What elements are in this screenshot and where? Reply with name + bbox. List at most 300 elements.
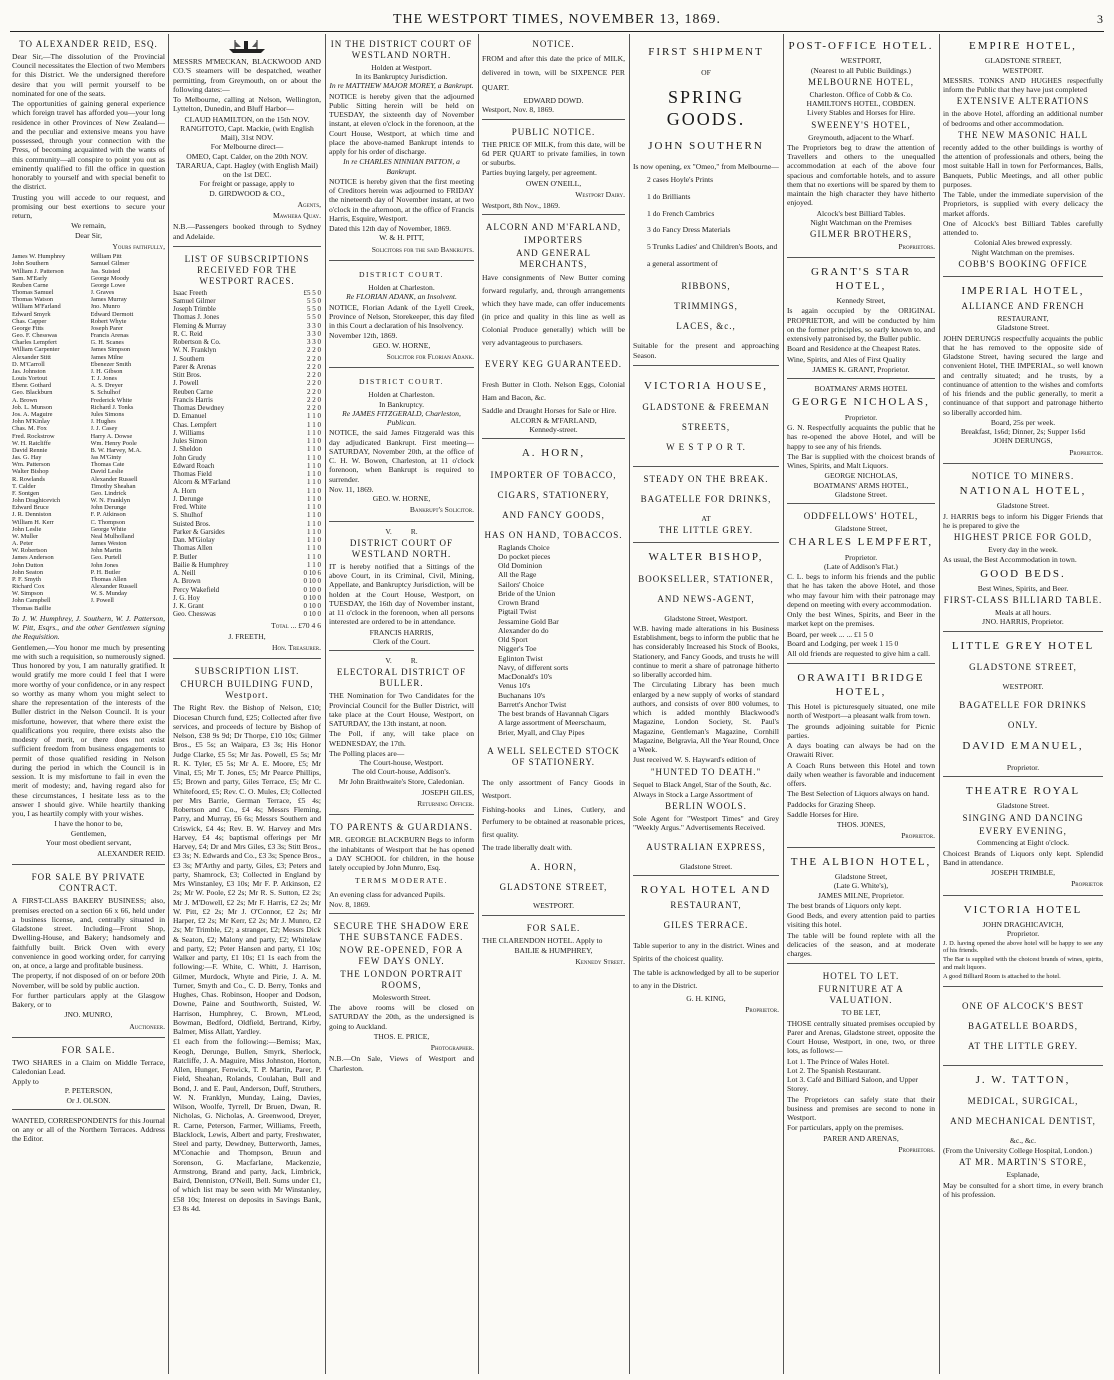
ad-subheading: AT THE LITTLE GREY. xyxy=(968,1040,1078,1051)
subscription-amount: 2 2 0 xyxy=(307,395,321,404)
ad-subheading: (Nearest to all Public Buildings.) xyxy=(810,65,912,75)
subscription-amount: 0 10 0 xyxy=(303,585,321,594)
subscriber-name: Geo. Chesswas xyxy=(173,610,216,619)
ad-signature: D. GIRDWOOD & CO., xyxy=(209,188,285,198)
ad-heading: IN THE DISTRICT COURT OF WESTLAND NORTH. xyxy=(330,39,473,60)
subscription-amount: 2 2 0 xyxy=(307,354,321,363)
signatory-name: Walter Bishop xyxy=(12,468,49,476)
ad-heading: FIRST SHIPMENT xyxy=(648,46,764,58)
post-office-hotel-ad xyxy=(787,34,935,258)
ad-date: Dated this 12th day of November, 1869. xyxy=(329,224,452,234)
races-subscription-ad xyxy=(173,249,321,660)
column-rule xyxy=(325,34,326,1374)
ad-line: For Melbourne direct— xyxy=(210,142,284,152)
subscriber-name: Suisted Bros. xyxy=(173,519,211,528)
ad-paragraph: To J. W. Humphrey, J. Southern, W. J. Patterson, W. Pitt, Esqrs., and the other Gentlemen signing the Requisition. xyxy=(12,613,165,642)
signatory-name: Geo. Lindrick xyxy=(90,489,127,497)
signatory-name: R. Rowlands xyxy=(12,475,46,483)
signatory-name: Reuben Carne xyxy=(12,281,49,289)
ad-signature-title: Auctioneer. xyxy=(129,1021,165,1031)
signatory-name xyxy=(91,605,166,612)
signatory-name: John M'Kinlay xyxy=(12,418,50,426)
portrait-rooms-ad xyxy=(329,916,474,1078)
ad-heading: VICTORIA HOUSE, xyxy=(644,379,768,392)
requisition-ad xyxy=(12,34,165,865)
ad-paragraph: (From the University College Hospital, London.) xyxy=(943,1146,1093,1156)
signatory-name: David Leslie xyxy=(90,468,124,476)
subscriber-name: D. Emanuel xyxy=(173,412,207,421)
subscription-amount: 1 1 0 xyxy=(307,412,321,421)
ad-subheading: W E S T P O R T. xyxy=(666,442,746,453)
ad-paragraph: The opportunities of gaining general experience which foreign travel has afforded you—your long residence in other Provinces of New Zealand—and the peculiar and extensive means you have possessed, through your connection with the Press, of becoming acquainted with the wants of this community—all conspire to point you out as eminently qualified to fill the office in question honorably to yourself and with special benefit to the district. xyxy=(12,99,165,192)
signatory-name: David Rennie xyxy=(12,446,48,454)
signatory-name: John Campbell xyxy=(12,597,51,605)
subscriber-name: A. Brown xyxy=(173,577,201,586)
court-notice-adank xyxy=(329,263,474,368)
ad-paragraph: £1 each from the following:—Bemiss; Max, Keogh, Derunge, Bullen, Smyrk, Sherlock, Ratcliffe, J. A. Maguire, Miss Johnston, Horton, Allen, Hunger, Fenwick, T. P. Martin, Parer, P. Field, Sheahan, Rolands, Coulahan, Bull and Bond, J. and E. Paul, Anderson, Duff, Struthers, W. N. Franklyn, Munday, Laing, Davies, Wilson, Woolfe, Tyrrell, Dr Bruen, Dwan, R. Nicholas, G. Nicholas, A. Greenwood, Dreyer, R. Carne, Peterson, Farmer, Williams, Freeth, Blacklock, Lewis, Albert and party, Freshwater, Steel and party, Dewdney, Butterworth, James, M'Conachie and Thompson, Bruun and Sorenson, G. Macfarlane, Mackenzie, Armstrong, Brand and party, Jack, Limbrick, Baird, Denniston, O'Neill, Bell. Sums under £1, of which list may be seen with Mr Winstanley, £58 10s; Interest on deposits in Savings Bank, £3 8s 4d. xyxy=(173,1037,321,1213)
goods-item: 1 do Brilliants xyxy=(647,191,691,201)
ad-date: Westport, Nov. 8, 1869. xyxy=(482,105,555,115)
signatory-name: Robert Whyte xyxy=(90,317,127,325)
albion-hotel-ad xyxy=(787,850,935,965)
subscriber-name: Robertson & Co. xyxy=(173,338,221,347)
ad-subheading: JAMES MILNE, Proprietor. xyxy=(817,890,905,900)
ad-paragraph: The above rooms will be closed on SATURDAY the 20th, as the undersigned is going to Auckland. xyxy=(329,1003,474,1031)
signatory-name: Jas M'Ginty xyxy=(90,454,122,462)
subscriber-name: Thomas Allen xyxy=(173,544,213,553)
subscription-row xyxy=(173,487,321,495)
bookseller-ad xyxy=(633,545,779,876)
tobacco-item: Sailors' Choice xyxy=(498,579,544,589)
ad-line: CLAUD HAMILTON, on the 15th NOV. xyxy=(184,114,310,124)
subscription-amount: 5 5 0 xyxy=(307,305,321,314)
subscription-row xyxy=(173,520,321,528)
signatory-name: John Seaton xyxy=(12,568,44,576)
signatory-name: John Jones xyxy=(90,561,119,569)
ad-signature: GEO. W. HORNE, xyxy=(372,340,431,350)
ad-paragraph: A good Billiard Room is attached to the hotel. xyxy=(943,972,1061,980)
ad-heading: SECURE THE SHADOW ERE THE SUBSTANCE FADES. xyxy=(333,921,470,942)
ad-signature-title: BOATMANS' ARMS HOTEL, xyxy=(813,480,909,490)
signatory-name: S. Schulhof xyxy=(90,389,121,397)
ad-signature-title: Returning Officer. xyxy=(417,799,474,809)
subscription-amount: 2 2 0 xyxy=(307,387,321,396)
milk-notice-dowd xyxy=(482,34,625,120)
subscription-row xyxy=(173,330,321,338)
signatory-name: J. Hughes xyxy=(90,418,116,426)
ad-heading: ALCORN AND M'FARLAND, xyxy=(485,222,622,233)
subscription-row xyxy=(173,388,321,396)
ad-heading: HOTEL TO LET. xyxy=(822,971,900,982)
ad-signature-title: WESTPORT. xyxy=(533,901,574,911)
signatory-name: W. Simpson xyxy=(12,590,44,598)
ad-paragraph: Saddle and Draught Horses for Sale or Hire. xyxy=(482,405,617,415)
church-fund-ad xyxy=(173,661,321,1218)
ad-paragraph: NOTICE, Florian Adank of the Lyell Creek, Province of Nelson, Storekeeper, this day filed in this Court a declaration of his Insolvency. xyxy=(329,302,474,331)
court-notice-fitzgerald xyxy=(329,370,474,522)
ad-paragraph: Saddle Horses for Hire. xyxy=(787,809,859,819)
ad-heading: FOR SALE. xyxy=(526,922,581,933)
subscriber-name: Samuel Gilmer xyxy=(173,296,216,305)
ad-signature: GILMER BROTHERS, xyxy=(809,229,912,240)
ad-heading: ORAWAITI BRIDGE HOTEL, xyxy=(797,672,925,698)
ad-subheading: LACES, &c., xyxy=(676,321,736,332)
subscription-amount: 1 1 0 xyxy=(307,503,321,512)
ad-heading: ROYAL HOTEL AND xyxy=(640,883,772,896)
signatory-name: Job. L. Munson xyxy=(12,403,53,411)
signatory-name: James Weston xyxy=(90,540,127,548)
ad-subheading: Re FLORIAN ADANK, an Insolvent. xyxy=(346,292,457,302)
signatory-name: Joseph Parer xyxy=(90,324,123,332)
subscription-amount: 1 1 0 xyxy=(307,527,321,536)
ad-subheading: Gladstone Street, xyxy=(834,524,888,533)
ad-paragraph: Just received W. S. Hayward's edition of xyxy=(633,755,756,765)
subscription-row xyxy=(173,577,321,585)
ad-paragraph: MR. GEORGE BLACKBURN Begs to inform the inhabitants of Westport that he has opened a DAY SCHOOL for children, in the house lately occupied by John Munro, Esq. xyxy=(329,835,474,873)
ad-subheading: ALLIANCE AND FRENCH xyxy=(961,301,1085,312)
ad-signature: JOSEPH GILES, xyxy=(421,787,474,797)
ad-heading: SUBSCRIPTION LIST. xyxy=(194,666,300,677)
royal-cipher: V. R. xyxy=(385,656,418,666)
ad-paragraph: Always in Stock a Large Assortment of xyxy=(633,789,753,799)
subscription-row xyxy=(173,445,321,453)
column-7 xyxy=(943,34,1103,1374)
subscription-amount: 0 10 0 xyxy=(303,593,321,602)
tobacco-item: Old Dominion xyxy=(498,561,543,571)
column-2 xyxy=(173,34,321,1374)
signatory-name: Jas. G. Hay xyxy=(12,454,42,462)
ad-paragraph: G. N. Respectfully acquaints the public that he has re-opened the above Hotel, and will be happy to see any of his friends. xyxy=(787,423,935,451)
subscription-row xyxy=(173,305,321,313)
subscriber-name: W. N. Franklyn xyxy=(173,346,217,355)
subscription-row xyxy=(173,437,321,445)
tobacco-item: Nigger's Toe xyxy=(498,644,537,654)
tobacco-item: Buchanans 10's xyxy=(498,690,546,700)
ad-signature: G. H. KING, xyxy=(686,993,726,1003)
ad-subheading: CIGARS, STATIONERY, xyxy=(497,489,610,500)
oddfellows-hotel-ad xyxy=(787,506,935,664)
ad-heading: EMPIRE HOTEL, xyxy=(969,40,1077,52)
subscription-row xyxy=(173,503,321,511)
signatory-name: Ebenr. Gothard xyxy=(12,382,52,390)
ad-closing: Yours faithfully, xyxy=(112,241,165,251)
ad-signature-title: Solicitor for Florian Adank. xyxy=(386,351,474,361)
ad-paragraph: This Hotel is picturesquely situated, one mile north of Westport—a pleasant walk from town. xyxy=(787,702,935,721)
signatory-list xyxy=(12,253,165,612)
tobacco-item: Eglinton Twist xyxy=(498,653,543,663)
ad-subheading: FIRST-CLASS BILLIARD TABLE. xyxy=(943,595,1103,606)
signatory-name: John Southern xyxy=(12,260,49,268)
subscriber-name: R. C. Reid xyxy=(173,329,203,338)
ad-subheading: (Late of Addison's Flat.) xyxy=(824,561,898,571)
tobacco-list xyxy=(482,543,625,737)
signatory-name: T. J. Jones xyxy=(90,375,118,383)
goods-list xyxy=(633,172,779,272)
ad-paragraph: The Bar is supplied with the choicest brands of wines, spirits, and malt liquors. xyxy=(943,956,1103,972)
ad-subheading: EVERY KEG GUARANTEED. xyxy=(485,358,622,369)
ad-paragraph: The Circulating Library has been much enlarged by a new supply of works of standard authors, and consists of over 800 volumes, to which is added monthly Blackwood's Magazine, London Society, St. Paul's Magazine, Gentleman's Magazine, Cornhill Magazine, Belgravia, All the Year Round, Once a Week. xyxy=(633,680,779,755)
signatory-name: John Martin xyxy=(90,547,122,555)
column-rule xyxy=(478,34,479,1374)
ad-subheading: Proprietor. xyxy=(1006,762,1040,772)
signatory-name: William Carpenter xyxy=(12,346,60,354)
ad-subheading: BAGATELLE BOARDS, xyxy=(967,1020,1078,1031)
ad-paragraph: J. D. having opened the above hotel will be happy to see any of his friends. xyxy=(943,939,1103,955)
ad-signature: J. FREETH, xyxy=(228,631,266,641)
ad-paragraph: Fishing-hooks and Lines, Cutlery, and Perfumery to be obtained at reasonable prices, first quality. xyxy=(482,804,625,840)
signatory-name: Jules Simons xyxy=(90,411,125,418)
ad-subheading: COBB'S BOOKING OFFICE xyxy=(958,258,1088,269)
signatory-name: Neal Mulholland xyxy=(90,532,134,540)
school-ad xyxy=(329,817,474,914)
signatory-name: John Leslie xyxy=(12,525,42,533)
tobacco-item: Barrett's Anchor Twist xyxy=(498,699,567,709)
ad-signature: THOS. E. PRICE, xyxy=(373,1031,430,1041)
subscriber-name: J. Sheldon xyxy=(173,445,203,454)
subscription-row xyxy=(173,544,321,552)
subscriber-name: P. Butler xyxy=(173,552,198,561)
ad-heading: STEADY ON THE BREAK. xyxy=(643,474,769,485)
ad-signature: THOS. JONES, xyxy=(836,820,886,830)
ad-paragraph: The grounds adjoining suitable for Picnic parties. xyxy=(787,721,935,740)
subscription-amount: 1 1 0 xyxy=(307,552,321,561)
ad-signature-title: Proprietors. xyxy=(898,1144,935,1154)
subscription-amount: 1 1 0 xyxy=(307,453,321,462)
ad-paragraph: To Melbourne, calling at Nelson, Wellington, Lyttelton, Dunedin, and Bluff Harbor— xyxy=(173,95,321,114)
ad-subheading: AND FANCY GOODS, xyxy=(502,509,605,520)
ad-subheading: Re JAMES FITZGERALD, Charleston, Publican. xyxy=(342,408,461,428)
subscription-amount: 5 5 0 xyxy=(307,313,321,322)
ad-subheading: MEDICAL, SURGICAL, xyxy=(967,1096,1079,1106)
little-grey-hotel-ad xyxy=(943,634,1103,777)
subscription-row xyxy=(173,396,321,404)
ad-subheading: SWEENEY'S HOTEL, xyxy=(811,119,911,130)
alcorn-mfarland-ad xyxy=(482,217,625,439)
subscriber-name: Thomas Field xyxy=(173,470,212,479)
signatory-name: John Draghicevich xyxy=(12,497,61,505)
ad-subheading: BAGATELLE FOR DRINKS xyxy=(959,700,1087,711)
ad-subheading: RIBBONS, xyxy=(681,281,731,292)
ad-paragraph: A Coach Runs between this Hotel and town daily when weather is favorable and inducement offers. xyxy=(787,760,935,789)
ad-line: Breakfast, 1s6d; Dinner, 2s; Supper 1s6d xyxy=(960,427,1086,437)
ad-subheading: (Late G. White's), xyxy=(833,881,889,891)
subscription-amount: 3 3 0 xyxy=(307,321,321,330)
subscription-amount: 1 1 0 xyxy=(307,486,321,495)
milk-notice-oneill xyxy=(482,122,625,216)
ad-heading: THE ALBION HOTEL, xyxy=(790,855,932,868)
subscriber-name: Parker & Garsides xyxy=(173,527,225,536)
ad-paragraph: J. HARRIS begs to inform his Digger Friends that he is prepared to give the xyxy=(943,511,1103,530)
ad-subheading: GLADSTONE STREET, xyxy=(969,662,1077,673)
ad-paragraph: W.B. having made alterations in his Business Establishment, begs to inform the public that he has considerably Increased his Stock of Books, Stationery, and Fancy Goods, and trusts he will continue to merit a share of patronage hitherto so liberally accorded him. xyxy=(633,623,779,680)
subscriber-name: Alcorn & M'Farland xyxy=(173,478,231,487)
signatory-name: Jno. Munro xyxy=(90,303,120,311)
signatory-name: J. R. Denniston xyxy=(12,511,52,519)
ad-subheading: TO BE LET, xyxy=(841,1008,881,1018)
ad-heading: GRANT'S STAR HOTEL, xyxy=(811,266,911,292)
ad-signature: ALCORN & M'FARLAND, xyxy=(510,415,597,425)
ad-paragraph: A days boating can always be had on the Orawaiti River. xyxy=(787,741,935,760)
ad-heading: TO ALEXANDER REID, ESQ. xyxy=(19,39,158,49)
ad-subheading: AND MECHANICAL DENTIST, xyxy=(950,1115,1096,1126)
signatory-name: W. Robertson xyxy=(12,547,47,555)
ad-signature: W. & H. PITT, xyxy=(379,233,424,243)
ad-heading: DISTRICT COURT. xyxy=(358,377,445,387)
ad-subheading: ONLY. xyxy=(1007,720,1039,731)
dentist-ad xyxy=(943,1068,1103,1205)
ad-heading: ONE OF ALCOCK'S BEST xyxy=(962,1000,1084,1011)
ad-signature-title: Gladstone Street. xyxy=(834,489,888,499)
ad-paragraph: THE CLARENDON HOTEL. Apply to xyxy=(482,935,603,945)
ad-paragraph: Is again occupied by the ORIGINAL PROPRIETOR, and will be conducted by him on the former principles, so early known to, and extensively patronised by, the Buller public. xyxy=(787,306,935,344)
ad-line: Best Wines, Spirits, and Beer. xyxy=(977,583,1069,593)
subscriber-name: J. Derunge xyxy=(173,494,204,503)
signatory-name: Jas. Johnston xyxy=(12,367,46,375)
imperial-hotel-ad xyxy=(943,279,1103,464)
signatory-name: A. S. Dreyer xyxy=(90,382,123,390)
ad-subheading: Gladstone Street. xyxy=(996,323,1050,333)
signatory-name: Alexander Russell xyxy=(90,475,138,483)
ad-subheading: "HUNTED TO DEATH." xyxy=(650,766,762,777)
ad-line: OMEO, Capt. Calder, on the 20th NOV. xyxy=(186,151,308,161)
subscription-row xyxy=(173,289,321,297)
ad-line: Meals at all hours. xyxy=(994,608,1052,618)
ad-subheading: AND NEWS-AGENT, xyxy=(657,593,755,604)
subscriber-name: Parer & Arenas xyxy=(173,362,217,371)
signatory-name: Alexander Stitt xyxy=(12,353,51,361)
horn-tobacco-ad xyxy=(482,441,625,915)
ad-heading: NOTICE TO MINERS. xyxy=(971,470,1075,481)
ad-paragraph: Board and Residence at the Cheapest Rates. xyxy=(787,344,921,354)
subscription-row xyxy=(173,404,321,412)
subscription-row xyxy=(173,528,321,536)
ad-heading: SPRING GOODS. xyxy=(666,86,746,129)
signatory-name: Thomas Baillie xyxy=(12,604,52,612)
ad-subheading: Commencing at Eight o'clock. xyxy=(976,838,1070,848)
signatory-name: Francis Arenas xyxy=(90,332,129,340)
column-3 xyxy=(329,34,474,1374)
ad-signature: A. HORN, xyxy=(530,861,577,872)
ad-paragraph: The Poll, if any, will take place on WEDNESDAY, the 17th. xyxy=(329,729,474,748)
hotel-to-let-ad xyxy=(787,966,935,1160)
signatory-name: Alexander Russell xyxy=(90,583,138,591)
subscription-amount: 1 1 0 xyxy=(307,560,321,569)
ad-subheading: HIGHEST PRICE FOR GOLD, xyxy=(953,532,1093,543)
ad-subheading: CHARLES LEMPFERT, xyxy=(788,536,934,549)
ad-closing: Your most obedient servant, xyxy=(45,837,132,847)
ad-paragraph: Sequel to Black Angel, Star of the South, &c. xyxy=(633,779,772,789)
ad-subheading: AT xyxy=(701,514,711,524)
subscription-amount: 2 2 0 xyxy=(307,371,321,380)
tobacco-item: Venus 10's xyxy=(498,681,531,691)
ad-subheading: WESTPORT. xyxy=(1002,682,1044,692)
subscriber-name: Dan. M'Giolay xyxy=(173,536,215,545)
ad-date: Nov. 11, 1869. xyxy=(329,484,374,494)
ad-heading: POST-OFFICE HOTEL. xyxy=(788,40,934,52)
ad-paragraph: Dear Sir,—The dissolution of the Provincial Council necessitates the Election of two Members for this District. We the undersigned therefore desire that you will permit yourself to be nominated for one of the seats. xyxy=(12,51,165,98)
subscription-amount: 2 2 0 xyxy=(307,404,321,413)
subscriber-name: J. Southern xyxy=(173,354,205,363)
subscription-row xyxy=(173,569,321,577)
ad-heading: DISTRICT COURT. xyxy=(358,269,445,279)
subscription-row xyxy=(173,610,321,618)
ad-signature-title: Proprietor xyxy=(1071,879,1103,889)
subscription-amount: £5 5 0 xyxy=(303,288,321,297)
signatory-name: Jos. A. Maguire xyxy=(12,411,53,418)
ad-subheading: THE LONDON PORTRAIT ROOMS, xyxy=(340,968,463,990)
ad-heading: WALTER BISHOP, xyxy=(648,551,764,564)
ad-heading: DISTRICT COURT OF WESTLAND NORTH. xyxy=(349,537,454,559)
ad-paragraph: MESSRS M'MECKAN, BLACKWOOD AND CO.'S steamers will be despatched, weather permitting, from Greymouth, on or about the following dates:— xyxy=(173,57,321,94)
subscription-row xyxy=(173,594,321,602)
ad-paragraph: The table will be found replete with all the delicacies of the season, and at moderate charges. xyxy=(787,930,935,959)
signatory-name: J. J. Casey xyxy=(90,425,118,433)
signatory-name: Samuel Gilmer xyxy=(90,260,130,268)
signatory-name: Harry A. Dowse xyxy=(90,432,133,440)
subscription-amount: 0 10 6 xyxy=(303,569,321,578)
signatory-name: Geo. Blackburn xyxy=(12,389,53,397)
signatory-name: William M'Farland xyxy=(12,303,61,311)
ad-subheading: WESTPORT, xyxy=(840,56,882,66)
signatory-name: C. Thompson xyxy=(90,518,126,526)
subscriber-name: Thomas J. Jones xyxy=(173,313,220,322)
ad-paragraph: THOSE centrally situated premises occupied by Parer and Arenas, Gladstone street, opposite the Court House, Westport, in one, two, or three lots, as follows:— xyxy=(787,1018,935,1056)
ad-subheading: EXTENSIVE ALTERATIONS xyxy=(956,96,1090,107)
ad-paragraph: TWO SHARES in a Claim on Middle Terrace, Caledonian Lead. xyxy=(12,1057,165,1076)
ad-subheading: SINGING AND DANCING xyxy=(962,812,1084,823)
tobacco-item: Navy, of different sorts xyxy=(498,662,569,672)
ad-paragraph: IT is hereby notified that a Sittings of the above Court, in its Criminal, Civil, Mining, Appellate, and Bankruptcy Jurisdiction, will be holden at the Court House, Westport, on TUESDAY, the 16th day of November instant, at 11 o'clock in the forenoon, when all persons interested are ordered to be in attendance. xyxy=(329,561,474,627)
royal-hotel-ad xyxy=(633,878,779,1020)
subscription-row xyxy=(173,346,321,354)
ad-subheading: AUSTRALIAN EXPRESS, xyxy=(646,841,766,852)
ad-paragraph: in the above Hotel, affording an additional number of bedrooms and other accommodation. xyxy=(943,109,1103,128)
ad-line: Night Watchman on the Premises xyxy=(810,217,912,227)
ad-signature: BAILIE & HUMPHREY, xyxy=(514,945,593,955)
ad-paragraph: MESSRS. TONKS AND HUGHES respectfully inform the Public that they have just completed xyxy=(943,75,1103,95)
ad-signature: GEORGE NICHOLAS, xyxy=(824,471,898,481)
lot-line: Lot 2. The Spanish Restaurant. xyxy=(787,1065,881,1075)
tobacco-item: Pigtail Twist xyxy=(498,607,537,617)
ad-paragraph: The only assortment of Fancy Goods in Westport. xyxy=(482,777,625,800)
signatory-name: James Milne xyxy=(90,353,123,361)
ad-subheading: Proprietor. xyxy=(1006,929,1040,939)
signatory-name: Timothy Sheahan xyxy=(90,482,136,490)
ad-signature-title: Proprietor. xyxy=(1069,447,1103,457)
signatory-name: Edward Smyrk xyxy=(12,310,51,318)
ad-paragraph: C. L. begs to inform his friends and the public that he has taken the above Hotel, and those who may favour him with their patronage may depend on meeting with every accommodation. xyxy=(787,572,935,609)
subscription-amount: 3 3 0 xyxy=(307,338,321,347)
ad-subheading: GLADSTONE & FREEMAN xyxy=(642,402,770,413)
signatory-name: Richard J. Tonks xyxy=(90,403,134,411)
ad-line: Colonial Ales brewed expressly. xyxy=(974,238,1072,248)
subscription-row xyxy=(173,363,321,371)
boatmans-arms-ad xyxy=(787,381,935,504)
subscription-row xyxy=(173,478,321,486)
signatory-name: Geo. Purtell xyxy=(90,554,122,562)
ad-paragraph: Is now opening, ex "Omeo," from Melbourne— xyxy=(633,161,779,171)
ad-paragraph: THE PRICE OF MILK, from this date, will be 6d PER QUART to private families, in town or suburbs. xyxy=(482,139,625,168)
signatory-name: B. W. Harvey, M.A. xyxy=(90,446,142,454)
victoria-house-ad xyxy=(633,368,779,467)
signatory-name: P. H. Butler xyxy=(90,568,121,576)
tobacco-item: Crown Brand xyxy=(498,598,540,608)
subscription-row xyxy=(173,561,321,569)
ad-paragraph: The trade liberally dealt with. xyxy=(482,843,573,853)
tobacco-item: Do pocket pieces xyxy=(498,551,551,561)
ad-subheading: Charleston. Office of Cobb & Co. xyxy=(809,89,913,99)
signatory-name: Edward Dermott xyxy=(90,310,134,318)
